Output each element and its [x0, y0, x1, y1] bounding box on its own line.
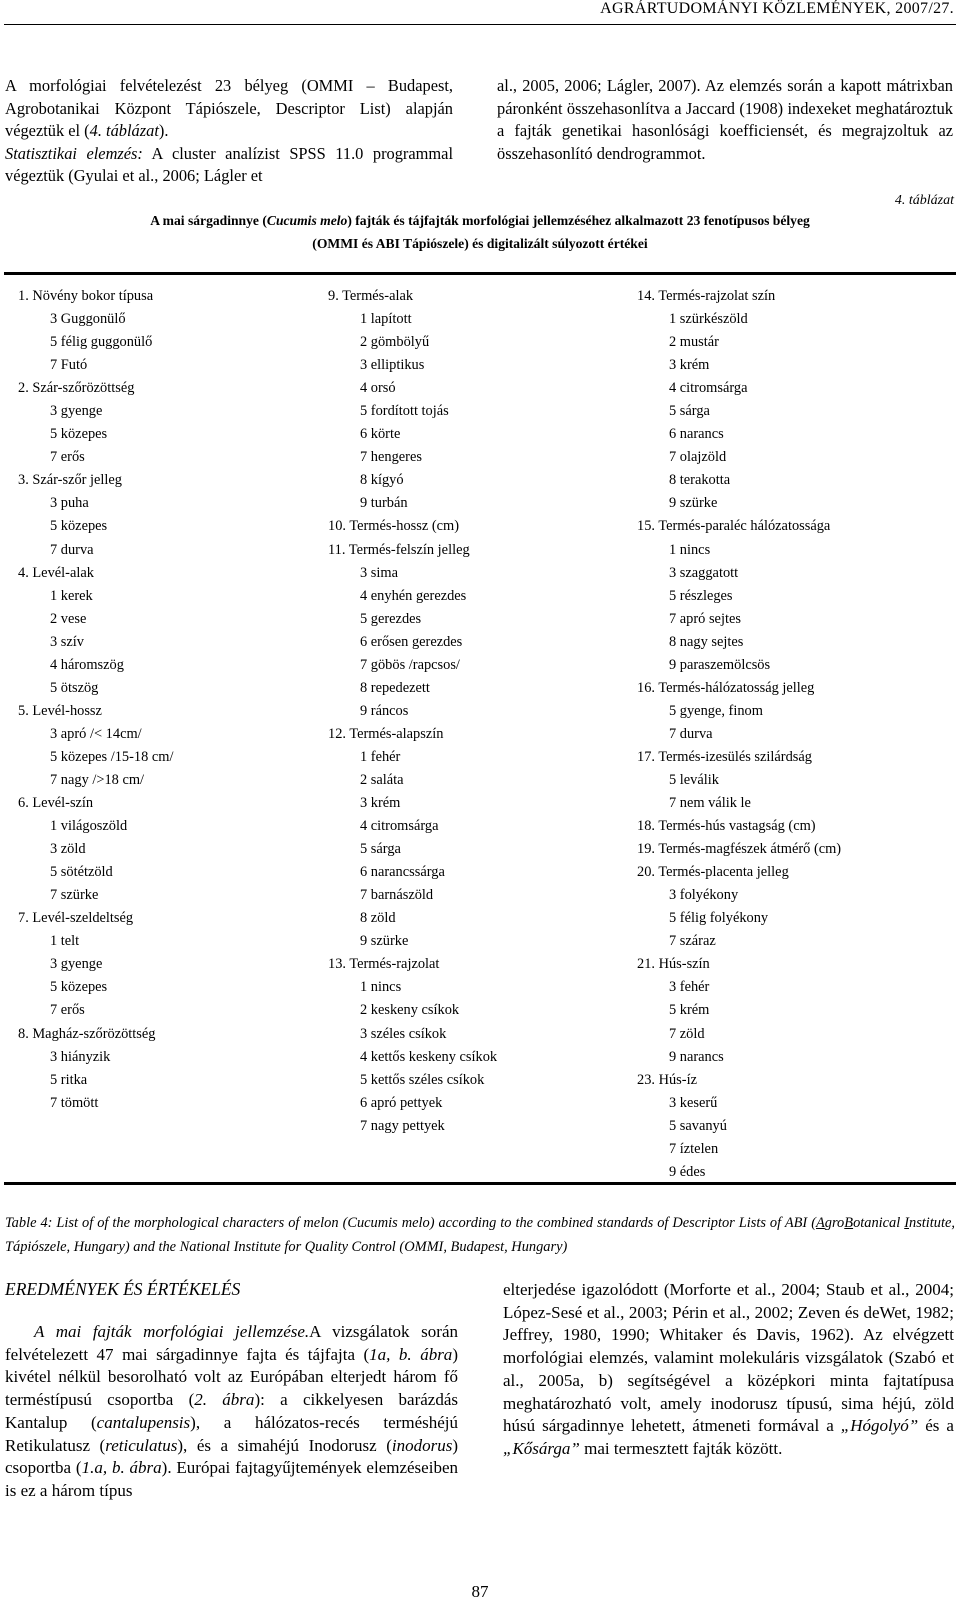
table-value: 5 gerezdes	[360, 610, 422, 627]
table-value: 3 elliptikus	[360, 357, 425, 374]
table-value: 5 közepes	[50, 426, 108, 443]
table-value: 5 közepes /15-18 cm/	[50, 748, 174, 765]
table-value: 5 közepes	[50, 979, 108, 996]
table-character: 7. Levél-szeldeltség	[18, 910, 134, 927]
table-value: 7 nem válik le	[669, 795, 751, 812]
table-character: 19. Termés-magfészek átmérő (cm)	[637, 841, 842, 858]
table-value: 8 repedezett	[360, 679, 430, 696]
table-top-rule	[4, 272, 956, 275]
table-character: 2. Szár-szőrözöttség	[18, 380, 135, 397]
table-value: 1 lapított	[360, 311, 412, 328]
table-character: 9. Termés-alak	[328, 288, 414, 304]
table-value: 4 háromszög	[50, 656, 124, 673]
results-right-column	[503, 1279, 954, 1461]
table-value: 3 sima	[360, 564, 398, 581]
table-value: 9 szürke	[360, 933, 409, 950]
table-value: 5 közepes	[50, 518, 108, 535]
table-value: 9 turbán	[360, 495, 408, 512]
table-value: 5 ötszög	[50, 679, 99, 696]
table-character: 13. Termés-rajzolat	[328, 956, 440, 973]
table-caption-line-2: (OMMI és ABI Tápiószele) és digitalizált súlyozott értékei	[312, 236, 648, 251]
table-value: 1 nincs	[669, 541, 711, 558]
table-value: 8 kígyó	[360, 472, 404, 489]
table-value: 9 narancs	[669, 1048, 724, 1065]
table-value: 7 apró sejtes	[669, 610, 741, 627]
table-value: 7 erős	[50, 449, 85, 466]
intro-paragraph-2: Statisztikai elemzés: A cluster analízist SPSS 11.0 programmal végeztük (Gyulai et al., 2006; Lágler et	[5, 143, 453, 185]
table-character: 4. Levél-alak	[18, 564, 94, 581]
table-value: 3 széles csíkok	[360, 1025, 447, 1042]
table-value: 4 orsó	[360, 380, 396, 397]
table-value: 9 édes	[669, 1163, 706, 1180]
table-character: 16. Termés-hálózatosság jelleg	[637, 679, 815, 696]
table-value: 9 ráncos	[360, 702, 409, 719]
table-value: 4 enyhén gerezdes	[360, 587, 467, 604]
table-character: 17. Termés-izesülés szilárdság	[637, 748, 812, 765]
table-bottom-rule	[4, 1182, 956, 1185]
table-value: 7 erős	[50, 1002, 85, 1019]
table-value: 9 paraszemölcsös	[669, 656, 771, 673]
table-value: 7 szürke	[50, 887, 99, 904]
table-caption-line-1: A mai sárgadinnye (Cucumis melo) fajták és tájfajták morfológiai jellemzéséhez alkalmazott 23 fenotípusos bélyeg	[150, 213, 810, 228]
table-value: 3 apró /< 14cm/	[50, 725, 142, 742]
table-value: 5 gyenge, finom	[669, 702, 763, 719]
page-number: 87	[471, 1582, 489, 1601]
table-value: 3 hiányzik	[50, 1048, 111, 1065]
stat-label: Statisztikai elemzés:	[5, 143, 143, 163]
table-value: 5 félig folyékony	[669, 910, 769, 927]
subsection-label: A mai fajták morfológiai jellemzése.	[34, 1322, 310, 1341]
table-character: 10. Termés-hossz (cm)	[328, 518, 460, 535]
table-character: 21. Hús-szín	[637, 956, 710, 973]
table-value: 1 telt	[50, 933, 80, 950]
table-value: 1 szürkészöld	[669, 311, 748, 328]
intro-right-column	[497, 75, 953, 165]
table-value: 2 keskeny csíkok	[360, 1002, 460, 1019]
table-value: 7 nagy />18 cm/	[50, 771, 145, 788]
table-value: 3 keserű	[669, 1094, 718, 1111]
table-value: 6 narancs	[669, 426, 724, 443]
table-number: 4. táblázat	[894, 193, 954, 208]
table-value: 4 citromsárga	[360, 818, 439, 835]
table-value: 8 nagy sejtes	[669, 633, 744, 650]
table-value: 5 savanyú	[669, 1117, 727, 1134]
table-value: 5 sötétzöld	[50, 864, 113, 881]
table-value: 9 szürke	[669, 495, 718, 512]
table-value: 7 hengeres	[360, 449, 422, 466]
table-character: 14. Termés-rajzolat szín	[637, 288, 776, 304]
table-value: 1 világoszöld	[50, 818, 128, 835]
table-value: 3 krém	[360, 795, 401, 812]
table-value: 3 gyenge	[50, 403, 103, 420]
table-value: 3 Guggonülő	[50, 311, 126, 328]
table-value: 3 gyenge	[50, 956, 103, 973]
table-character: 3. Szár-szőr jelleg	[18, 472, 123, 489]
table-value: 7 nagy pettyek	[360, 1117, 445, 1134]
results-paragraph: A mai fajták morfológiai jellemzése.A vizsgálatok során felvételezett 47 mai sárgadinnye fajta és tájfajta (1a, b. ábra) kivétel nélkül besorolható volt az Európában elterjedt három fő terméstípusú csoportba (2. ábra): a cikkelyesen barázdás Kantalup (cantalupensis), a hálózatos-recés terméshéjú Retikulatusz (reticulatus), és a simahéjú Inodorusz (inodorus) csoportba (1.a, b. ábra). Európai fajtagyűjtemények elemzéseiben is ez a három típus	[5, 1322, 458, 1500]
table-value: 5 sárga	[669, 403, 710, 420]
header-rule	[4, 24, 956, 25]
table-character: 23. Hús-íz	[637, 1071, 697, 1088]
table-value: 3 szív	[50, 633, 84, 650]
table-value: 7 száraz	[669, 933, 716, 950]
table-value: 3 krém	[669, 357, 710, 374]
table-value: 7 durva	[669, 725, 713, 742]
table-value: 7 göbös /rapcsos/	[360, 656, 460, 673]
table-value: 7 olajzöld	[669, 449, 727, 466]
table-value: 4 citromsárga	[669, 380, 748, 397]
table-character: 5. Levél-hossz	[18, 702, 102, 719]
table-value: 5 részleges	[669, 587, 733, 604]
table-character: 15. Termés-paraléc hálózatossága	[637, 518, 831, 535]
table-value: 7 íztelen	[669, 1140, 719, 1157]
running-header: AGRÁRTUDOMÁNYI KÖZLEMÉNYEK, 2007/27.	[600, 0, 954, 17]
table-character: 12. Termés-alapszín	[328, 725, 444, 742]
table-value: 1 nincs	[360, 979, 402, 996]
table-value: 5 kettős széles csíkok	[360, 1071, 485, 1088]
table-value: 5 sárga	[360, 841, 401, 858]
table-value: 7 zöld	[669, 1025, 705, 1042]
table-value: 7 durva	[50, 541, 94, 558]
table-value: 6 narancssárga	[360, 864, 445, 881]
table-column-3	[637, 285, 841, 1184]
table-value: 7 Futó	[50, 357, 88, 374]
table-value: 1 kerek	[50, 587, 93, 604]
table-value: 2 saláta	[360, 771, 404, 788]
table-value: 8 zöld	[360, 910, 396, 927]
table-value: 5 krém	[669, 1002, 710, 1019]
table-english-caption: Table 4: List of of the morphological characters of melon (Cucumis melo) according to the combined standards of Descriptor Lists of ABI (AgroBotanical Institute, Tápiószele, Hungary) and the National Institute for Quality Control (OMMI, Budapest, Hungary)	[5, 1215, 955, 1255]
table-column-1	[18, 285, 174, 1115]
table-value: 2 mustár	[669, 334, 719, 351]
table-value: 2 gömbölyű	[360, 334, 430, 351]
table-character: 6. Levél-szín	[18, 795, 94, 812]
table-value: 5 félig guggonülő	[50, 334, 153, 351]
table-character: 1. Növény bokor típusa	[18, 288, 154, 304]
table-value: 3 folyékony	[669, 887, 739, 904]
table-value: 6 körte	[360, 426, 401, 443]
table-value: 6 apró pettyek	[360, 1094, 443, 1111]
table-value: 4 kettős keskeny csíkok	[360, 1048, 498, 1065]
table-value: 3 puha	[50, 495, 89, 512]
table-value: 1 fehér	[360, 748, 401, 765]
results-right-paragraph: elterjedése igazolódott (Morforte et al., 2004; Staub et al., 2004; López-Sesé et al., 2003; Périn et al., 2002; Zeven és deWet, 1982; Jeffrey, 1980, 1990; Whitaker és Davis, 1962). Az elvégzett morfológiai elemzés, valamint molekuláris vizsgálatok (Szabó et al., 2005a, b) segítségével a középkori minta fajtatípusa meghatározható volt, amely inodorusz típusú, sima héjú, zöld húsú sárgadinnye lehetett, átmeneti formával a „Hógolyó” és a „Kősárga” mai termesztett fajták között.	[503, 1280, 954, 1458]
table-value: 3 szaggatott	[669, 564, 739, 581]
results-left-column	[5, 1321, 458, 1503]
table-value: 3 zöld	[50, 841, 86, 858]
table-value: 2 vese	[50, 610, 87, 627]
table-value: 5 ritka	[50, 1071, 88, 1088]
section-title: EREDMÉNYEK ÉS ÉRTÉKELÉS	[5, 1279, 241, 1299]
table-character: 20. Termés-placenta jelleg	[637, 864, 789, 881]
table-value: 5 fordított tojás	[360, 403, 449, 420]
table-value: 6 erősen gerezdes	[360, 633, 463, 650]
intro-paragraph-1: A morfológiai felvételezést 23 bélyeg (OMMI – Budapest, Agrobotanikai Központ Tápiószele, Descriptor List) alapján végeztük el (4. táblázat).	[5, 76, 453, 140]
intro-left-column	[5, 75, 453, 188]
table-value: 8 terakotta	[669, 472, 731, 489]
table-value: 7 barnászöld	[360, 887, 434, 904]
table-character: 18. Termés-hús vastagság (cm)	[637, 818, 816, 835]
table-value: 5 leválik	[669, 771, 719, 788]
table-column-2	[328, 285, 497, 1138]
table-character: 8. Magház-szőrözöttség	[18, 1025, 156, 1042]
intro-right-paragraph: al., 2005, 2006; Lágler, 2007). Az elemzés során a kapott mátrixban páronként összehasonlítva a Jaccard (1908) indexeket meghatároztuk a fajták genetikai hasonlósági koefficiensét, és megrajzoltuk az összehasonlító dendrogrammot.	[497, 76, 953, 163]
table-character: 11. Termés-felszín jelleg	[328, 541, 470, 558]
table-value: 3 fehér	[669, 979, 710, 996]
table-value: 7 tömött	[50, 1094, 99, 1111]
